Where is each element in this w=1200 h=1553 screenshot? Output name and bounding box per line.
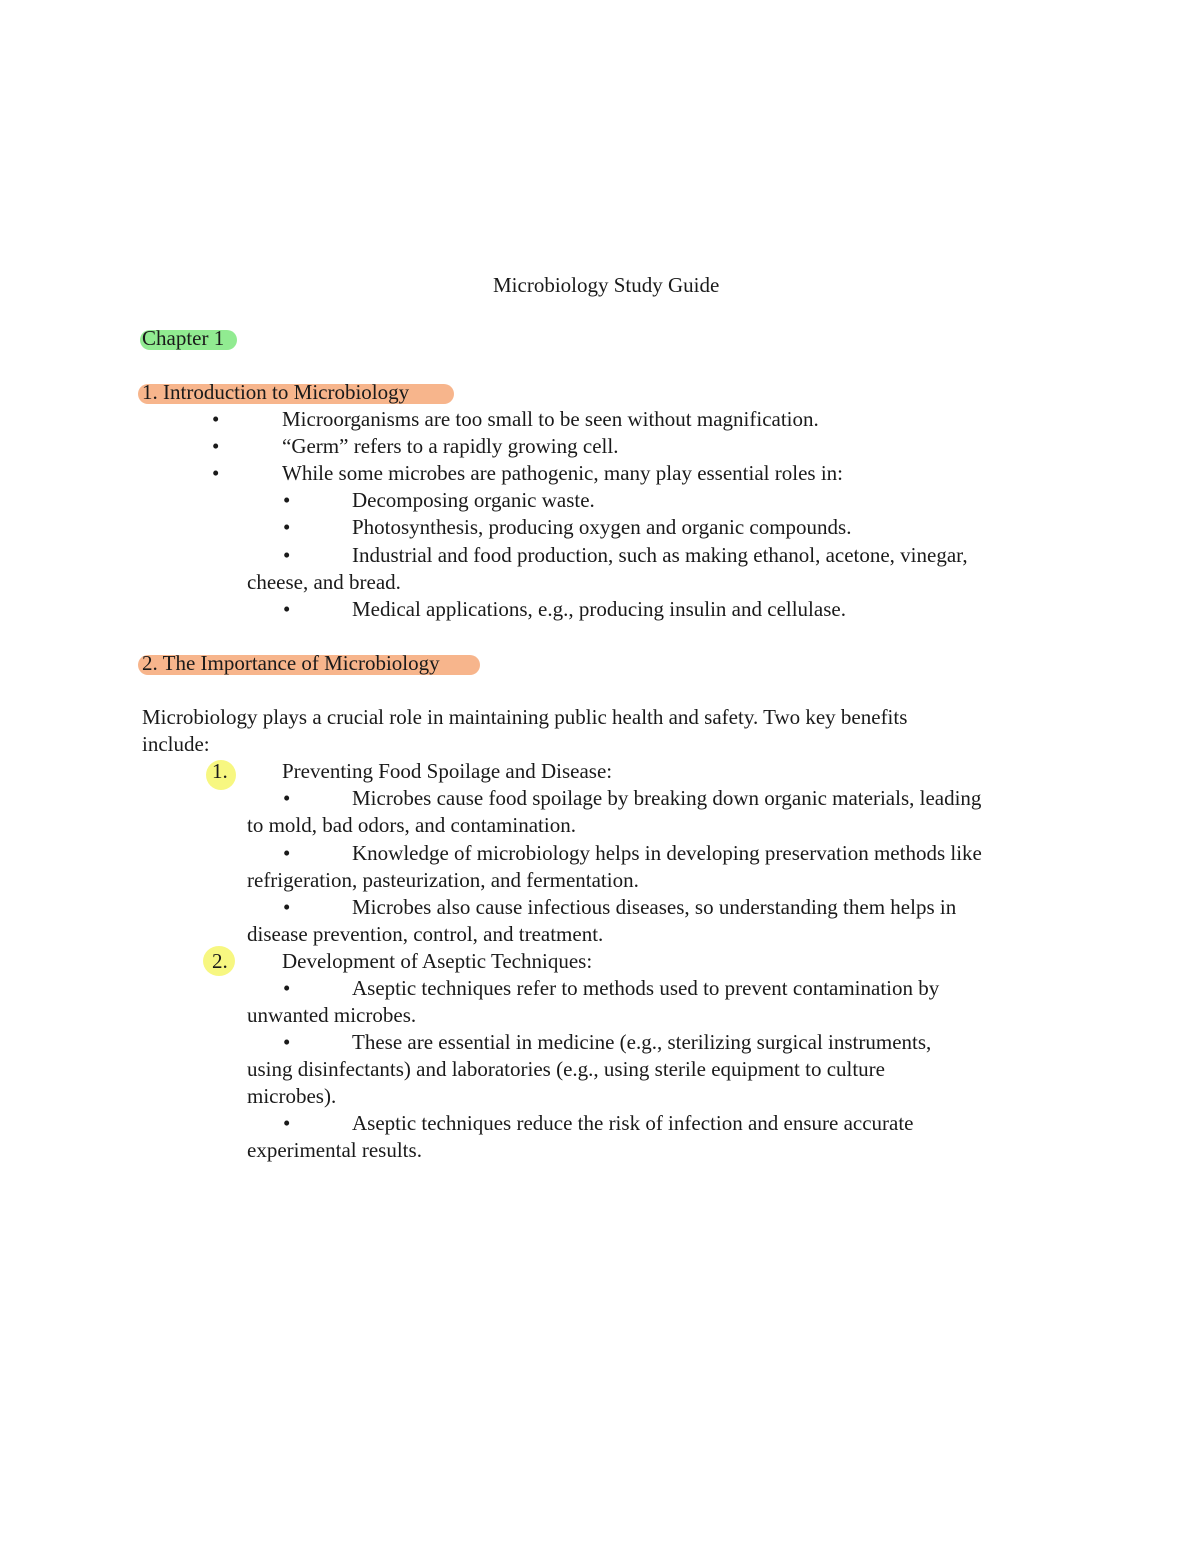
section1-heading: 1. Introduction to Microbiology [142,380,410,404]
item2-bullet: These are essential in medicine (e.g., sterilizing surgical instruments, [352,1030,932,1054]
section2-intro-continuation: include: [142,732,210,756]
page-title: Microbiology Study Guide [493,273,720,297]
section1-sub-bullet: Decomposing organic waste. [352,488,595,512]
bullet-icon: • [283,488,291,512]
item1-bullet: Microbes also cause infectious diseases, so understanding them helps in [352,895,957,919]
item1-bullet: Knowledge of microbiology helps in developing preservation methods like [352,841,982,865]
bullet-icon: • [283,1111,291,1135]
bullet-icon: • [283,543,291,567]
section1-bullet: “Germ” refers to a rapidly growing cell. [282,434,619,458]
item2-bullet: Aseptic techniques reduce the risk of infection and ensure accurate [352,1111,914,1135]
item1-bullet-continuation: disease prevention, control, and treatment. [247,922,604,946]
section1-bullet: While some microbes are pathogenic, many play essential roles in: [282,461,843,485]
section1-bullet: Microorganisms are too small to be seen without magnification. [282,407,819,431]
section2-heading: 2. The Importance of Microbiology [142,651,440,675]
item2-bullet-continuation: unwanted microbes. [247,1003,417,1027]
section1-sub-bullet: Medical applications, e.g., producing insulin and cellulase. [352,597,846,621]
bullet-icon: • [212,461,220,485]
bullet-icon: • [283,841,291,865]
item1-bullet-continuation: refrigeration, pasteurization, and fermentation. [247,868,639,892]
section2-intro: Microbiology plays a crucial role in maintaining public health and safety. Two key benefits [142,705,908,729]
section1-sub-bullet-continuation: cheese, and bread. [247,570,401,594]
bullet-icon: • [212,407,220,431]
bullet-icon: • [283,976,291,1000]
item2-bullet-continuation: microbes). [247,1084,337,1108]
bullet-icon: • [283,1030,291,1054]
section1-sub-bullet: Photosynthesis, producing oxygen and organic compounds. [352,515,852,539]
item1-title: Preventing Food Spoilage and Disease: [282,759,613,783]
item2-bullet-continuation: experimental results. [247,1138,422,1162]
item2-number: 2. [212,949,228,973]
chapter-heading: Chapter 1 [142,326,225,350]
item2-bullet-continuation: using disinfectants) and laboratories (e.g., using sterile equipment to culture [247,1057,885,1081]
bullet-icon: • [283,786,291,810]
section1-sub-bullet: Industrial and food production, such as making ethanol, acetone, vinegar, [352,543,968,567]
item1-bullet-continuation: to mold, bad odors, and contamination. [247,813,576,837]
bullet-icon: • [283,515,291,539]
item1-bullet: Microbes cause food spoilage by breaking down organic materials, leading [352,786,982,810]
bullet-icon: • [283,597,291,621]
bullet-icon: • [283,895,291,919]
item2-bullet: Aseptic techniques refer to methods used to prevent contamination by [352,976,940,1000]
bullet-icon: • [212,434,220,458]
item1-number: 1. [212,759,228,783]
item2-title: Development of Aseptic Techniques: [282,949,593,973]
